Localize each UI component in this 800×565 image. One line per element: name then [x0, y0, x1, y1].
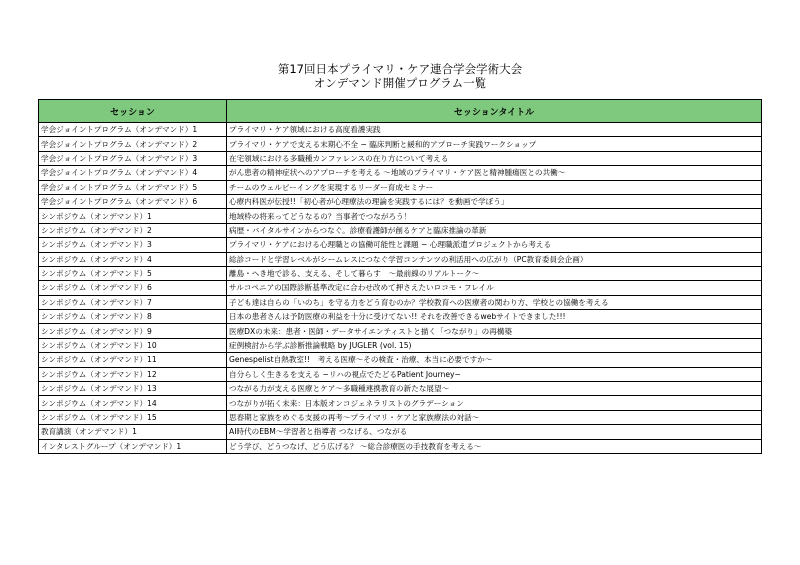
- session-title-cell: 思春期と家族をめぐる支援の再考〜プライマリ・ケアと家族療法の対話〜: [227, 410, 762, 424]
- session-title-cell: プライマリ・ケアにおける心理職との協働可能性と課題 − 心理職派遣プロジェクトから考える: [227, 238, 762, 252]
- document-title: [0, 62, 800, 90]
- session-title-cell: つながりが拓く未来：日本版オンコジェネラリストのグラデーション: [227, 396, 762, 410]
- session-title-cell: 症例検討から学ぶ診断推論戦略 by JUGLER (vol. 15): [227, 338, 762, 352]
- session-cell: 学会ジョイントプログラム（オンデマンド）4: [39, 166, 227, 180]
- session-cell: シンポジウム（オンデマンド）13: [39, 382, 227, 396]
- table-row: [39, 123, 762, 137]
- session-title-cell: 在宅領域における多職種カンファレンスの在り方について考える: [227, 151, 762, 165]
- table-row: [39, 295, 762, 309]
- session-cell: シンポジウム（オンデマンド）12: [39, 367, 227, 381]
- title-line-2: オンデマンド開催プログラム一覧: [313, 76, 487, 90]
- table-row: [39, 166, 762, 180]
- session-column-header: セッション: [39, 100, 227, 123]
- session-cell: シンポジウム（オンデマンド）15: [39, 410, 227, 424]
- table-row: [39, 266, 762, 280]
- session-cell: 学会ジョイントプログラム（オンデマンド）2: [39, 137, 227, 151]
- session-title-cell: 心療内科医が伝授!!「初心者が心理療法の理論を実践するには？を動画で学ぼう」: [227, 194, 762, 208]
- table-row: [39, 281, 762, 295]
- session-title-cell: チームのウェルビーイングを実現するリーダー育成セミナー: [227, 180, 762, 194]
- session-title-cell: 離島・へき地で診る、支える、そして暮らす 〜最前線のリアルトーク〜: [227, 266, 762, 280]
- session-cell: シンポジウム（オンデマンド）8: [39, 310, 227, 324]
- session-cell: シンポジウム（オンデマンド）14: [39, 396, 227, 410]
- session-cell: シンポジウム（オンデマンド）4: [39, 252, 227, 266]
- session-cell: シンポジウム（オンデマンド）6: [39, 281, 227, 295]
- session-cell: シンポジウム（オンデマンド）9: [39, 324, 227, 338]
- session-cell: シンポジウム（オンデマンド）3: [39, 238, 227, 252]
- session-title-cell: AI時代のEBM〜学習者と指導者 つなげる、つながる: [227, 425, 762, 439]
- table-body: [39, 123, 762, 454]
- session-title-cell: どう学び、どうつなげ、どう広げる？ 〜総合診療医の手技教育を考える〜: [227, 439, 762, 453]
- session-cell: シンポジウム（オンデマンド）11: [39, 353, 227, 367]
- table-row: [39, 382, 762, 396]
- session-title-cell: 自分らしく生きるを支える −リハの視点でたどるPatient Journey−: [227, 367, 762, 381]
- session-cell: シンポジウム（オンデマンド）1: [39, 209, 227, 223]
- program-table: [38, 99, 762, 454]
- table-row: [39, 223, 762, 237]
- session-cell: インタレストグループ（オンデマンド）1: [39, 439, 227, 453]
- session-cell: 学会ジョイントプログラム（オンデマンド）3: [39, 151, 227, 165]
- session-cell: シンポジウム（オンデマンド）2: [39, 223, 227, 237]
- session-title-cell: 総診コードと学習レベルがシームレスにつなぐ学習コンテンツの利活用への広がり（PC教育委員会企画）: [227, 252, 762, 266]
- session-title-cell: 日本の患者さんは予防医療の利益を十分に受けてない!! それを改善できるwebサイトできました!!!: [227, 310, 762, 324]
- session-title-cell: 病歴・バイタルサインからつなぐ。診療看護師が創るケアと臨床推論の革新: [227, 223, 762, 237]
- session-cell: 学会ジョイントプログラム（オンデマンド）1: [39, 123, 227, 137]
- session-cell: シンポジウム（オンデマンド）10: [39, 338, 227, 352]
- table-row: [39, 310, 762, 324]
- table-row: [39, 396, 762, 410]
- session-cell: 教育講演（オンデマンド）1: [39, 425, 227, 439]
- title-line-1: 第17回日本プライマリ・ケア連合学会学術大会: [277, 62, 523, 76]
- session-title-cell: Genespelist自熱教室!! 考える医療〜その検査・治療、本当に必要ですか〜: [227, 353, 762, 367]
- table-row: [39, 425, 762, 439]
- table-row: [39, 353, 762, 367]
- table-row: [39, 252, 762, 266]
- table-row: [39, 338, 762, 352]
- session-title-cell: 子ども達は自らの「いのち」を守る力をどう育むのか？学校教育への医療者の関わり方、学校との協働を考える: [227, 295, 762, 309]
- session-cell: 学会ジョイントプログラム（オンデマンド）6: [39, 194, 227, 208]
- session-title-cell: つながる力が支える医療とケア〜多職種連携教育の新たな展望〜: [227, 382, 762, 396]
- table-row: [39, 194, 762, 208]
- table-row: [39, 238, 762, 252]
- session-title-cell: プライマリ・ケアで支える末期心不全 − 臨床判断と緩和的アプローチ実践ワークショップ: [227, 137, 762, 151]
- table-row: [39, 151, 762, 165]
- session-title-cell: 地域枠の将来ってどうなるの？当事者でつながろう！: [227, 209, 762, 223]
- session-title-cell: がん患者の精神症状へのアプローチを考える 〜地域のプライマリ・ケア医と精神腫瘍医との共働〜: [227, 166, 762, 180]
- table-row: [39, 367, 762, 381]
- table-row: [39, 410, 762, 424]
- session-title-column-header: セッションタイトル: [227, 100, 762, 123]
- table-row: [39, 137, 762, 151]
- session-title-cell: 医療DXの未来：患者・医師・データサイエンティストと描く「つながり」の再構築: [227, 324, 762, 338]
- session-title-cell: プライマリ・ケア領域における高度看護実践: [227, 123, 762, 137]
- session-cell: シンポジウム（オンデマンド）5: [39, 266, 227, 280]
- table-row: [39, 324, 762, 338]
- session-cell: 学会ジョイントプログラム（オンデマンド）5: [39, 180, 227, 194]
- table-row: [39, 209, 762, 223]
- session-title-cell: サルコペニアの国際診断基準改定に合わせ改めて押さえたいロコモ・フレイル: [227, 281, 762, 295]
- table-row: [39, 439, 762, 453]
- table-header-row: [39, 100, 762, 123]
- table-row: [39, 180, 762, 194]
- session-cell: シンポジウム（オンデマンド）7: [39, 295, 227, 309]
